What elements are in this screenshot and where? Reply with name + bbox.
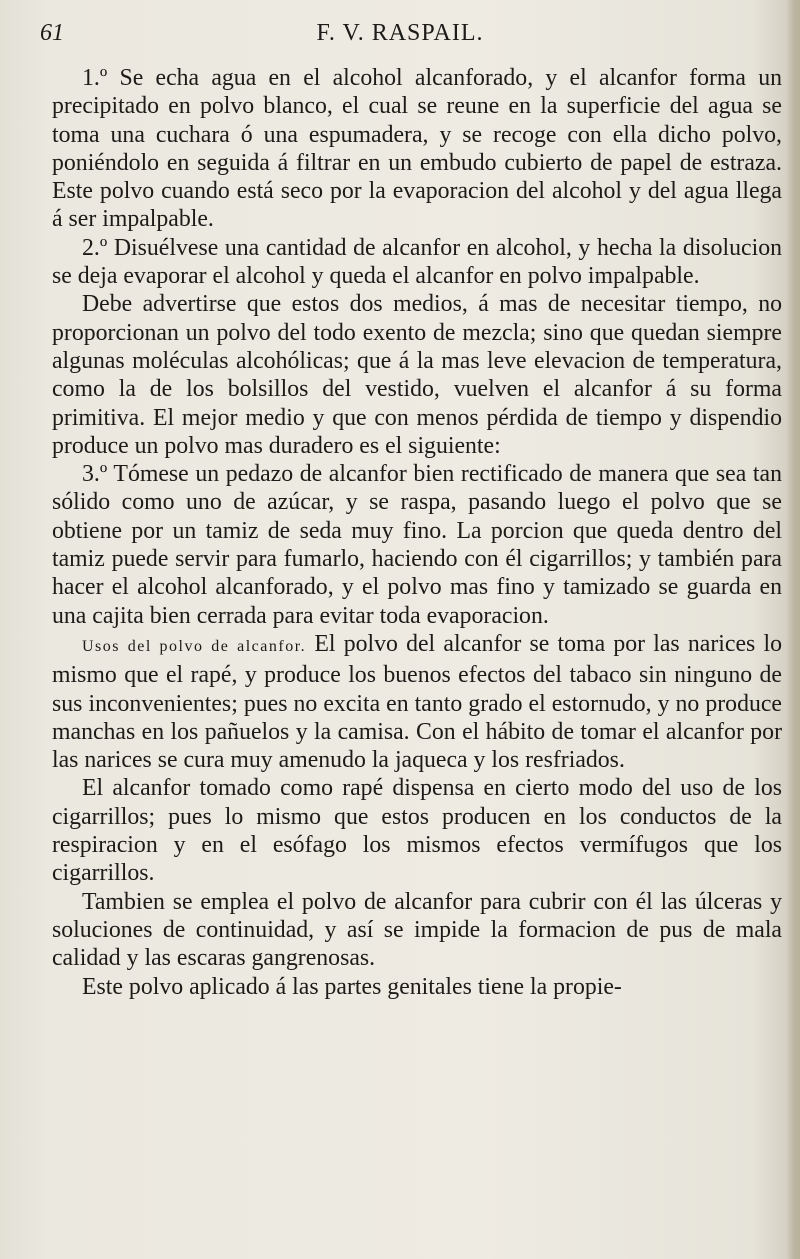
page-number: 61 (40, 20, 64, 46)
usos-text: El polvo del alcanfor se toma por las narices lo mismo que el rapé, y produce los buenos efectos del tabaco sin ninguno de sus inconvenientes; pues no excita en tanto grado el estornudo, y no produce manchas en los pañuelos y la camisa. Con el hábito de tomar el alcanfor por las narices se cura muy amenudo la jaqueca y los resfriados. (52, 630, 782, 774)
paragraph-method-1: 1.º Se echa agua en el alcohol alcanforado, y el alcanfor forma un precipitado en polvo blanco, el cual se reune en la superficie del agua se toma una cuchara ó una espumadera, y se recoge con ella dicho polvo, poniéndolo en seguida á filtrar en un embudo cubierto de papel de estraza. Este polvo cuando está seco por la evaporacion del alcohol y del agua llega á ser impalpable. (52, 65, 782, 233)
paragraph-ulceras: Tambien se emplea el polvo de alcanfor para cubrir con él las úlceras y soluciones de continuidad, y así se impide la formacion de pus de mala calidad y las escaras gangrenosas. (52, 888, 782, 972)
paragraph-advertencia: Debe advertirse que estos dos medios, á mas de necesitar tiempo, no proporcionan un polvo del todo exento de mezcla; sino que quedan siempre algunas moléculas alcohólicas; que á la mas leve elevacion de temperatura, como la de los bolsillos del vestido, vuelven el alcanfor á su forma primitiva. El mejor medio y que con menos pérdida de tiempo y dispendio produce un polvo mas duradero es el siguiente: (52, 291, 782, 459)
page-edge-shadow (786, 0, 800, 1259)
paragraph-method-2: 2.º Disuélvese una cantidad de alcanfor en alcohol, y hecha la disolucion se deja evaporar el alcohol y queda el alcanfor en polvo impalpable. (52, 234, 782, 290)
paragraph-usos (52, 630, 782, 774)
paragraph-rape: El alcanfor tomado como rapé dispensa en cierto modo del uso de los cigarrillos; pues lo mismo que estos producen en los conductos de la respiracion y en el esófago los mismos efectos vermífugos que los cigarrillos. (52, 775, 782, 887)
running-title: F. V. RASPAIL. (316, 20, 484, 46)
paragraph-method-3: 3.º Tómese un pedazo de alcanfor bien rectificado de manera que sea tan sólido como uno de azúcar, y se raspa, pasando luego el polvo que se obtiene por un tamiz de seda muy fino. La porcion que queda dentro del tamiz puede servir para fumarlo, haciendo con él cigarrillos; y también para hacer el alcohol alcanforado, y el polvo mas fino y tamizado se guarda en una cajita bien cerrada para evitar toda evaporacion. (52, 461, 782, 629)
body-text (52, 64, 782, 1001)
paragraph-genitales: Este polvo aplicado á las partes genitales tiene la propie- (82, 973, 622, 1000)
section-heading-usos: Usos del polvo de alcanfor. (82, 637, 307, 655)
page-header (40, 8, 760, 58)
